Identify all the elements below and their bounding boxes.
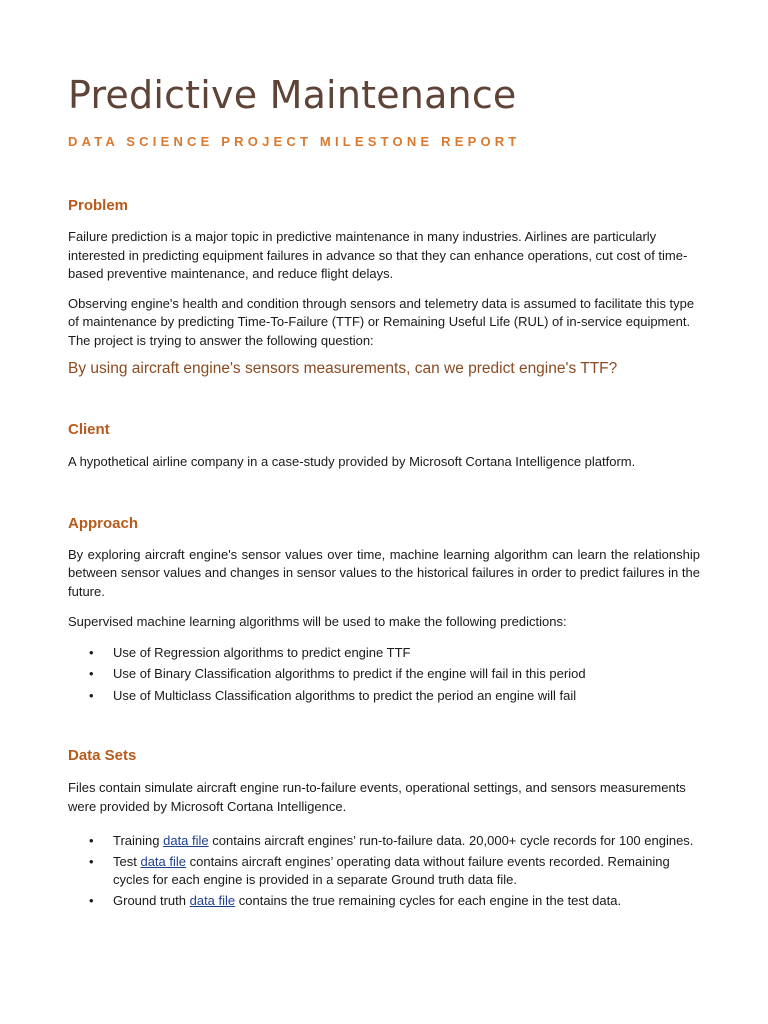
list-item: • Use of Multiclass Classification algorithms to predict the period an engine will fail: [68, 687, 700, 706]
section-heading-problem: Problem: [68, 197, 129, 214]
ground-truth-data-file-link[interactable]: data file: [189, 892, 236, 908]
training-data-file-link[interactable]: data file: [163, 833, 209, 848]
research-question: By using aircraft engine's sensors measurements, can we predict engine's TTF?: [68, 360, 618, 377]
datasets-paragraph: Files contain simulate aircraft engine run-to-failure events, operational settings, and sensors measurements were provided by Microsoft Cortana Intelligence.: [68, 780, 686, 814]
list-item: • Test data file contains aircraft engines’ operating data without failure events recorded. Remaining cycles for each engine is provided in a separate Ground truth data file.: [89, 853, 670, 887]
bullet-icon: •: [89, 644, 94, 660]
problem-paragraph-1: Failure prediction is a major topic in predictive maintenance in many industries. Airlines are particularly interested in predicting equipment failures in advance so that they can enhance operations, cut cost of time-based preventive maintenance, and reduce flight delays.: [68, 229, 688, 281]
list-item: • Use of Regression algorithms to predict engine TTF: [68, 644, 700, 663]
bullet-icon: •: [89, 853, 94, 869]
approach-paragraph-2: Supervised machine learning algorithms will be used to make the following predictions:: [68, 614, 567, 629]
document-title: Predictive Maintenance: [68, 73, 517, 117]
approach-paragraph-1: By exploring aircraft engine's sensor values over time, machine learning algorithm can learn the relationship between sensor values and changes in sensor values to the historical failures in order to predict failures in the future.: [68, 546, 700, 599]
bullet-icon: •: [89, 833, 94, 848]
bullet-icon: •: [89, 666, 94, 681]
bullet-icon: •: [89, 892, 94, 908]
section-heading-approach: Approach: [68, 514, 139, 532]
section-heading-data-sets: Data Sets: [68, 747, 137, 764]
section-heading-client: Client: [68, 421, 110, 438]
list-item: • Training data file contains aircraft engines’ run-to-failure data. 20,000+ cycle records for 100 engines.: [68, 832, 700, 851]
approach-list: [68, 644, 700, 706]
list-item: • Use of Binary Classification algorithms to predict if the engine will fail in this period: [68, 665, 700, 684]
client-paragraph: A hypothetical airline company in a case-study provided by Microsoft Cortana Intelligence platform.: [68, 454, 636, 469]
datasets-list: [68, 832, 700, 910]
document-subtitle: DATA SCIENCE PROJECT MILESTONE REPORT: [68, 134, 521, 149]
test-data-file-link[interactable]: data file: [140, 853, 187, 869]
problem-paragraph-2: Observing engine's health and condition through sensors and telemetry data is assumed to facilitate this type of maintenance by predicting Time-To-Failure (TTF) or Remaining Useful Life (RUL) of in-service equipment. The project is trying to answer the following question:: [68, 295, 695, 348]
list-item: • Ground truth data file contains the true remaining cycles for each engine in the test data.: [68, 892, 700, 911]
bullet-icon: •: [89, 687, 94, 703]
